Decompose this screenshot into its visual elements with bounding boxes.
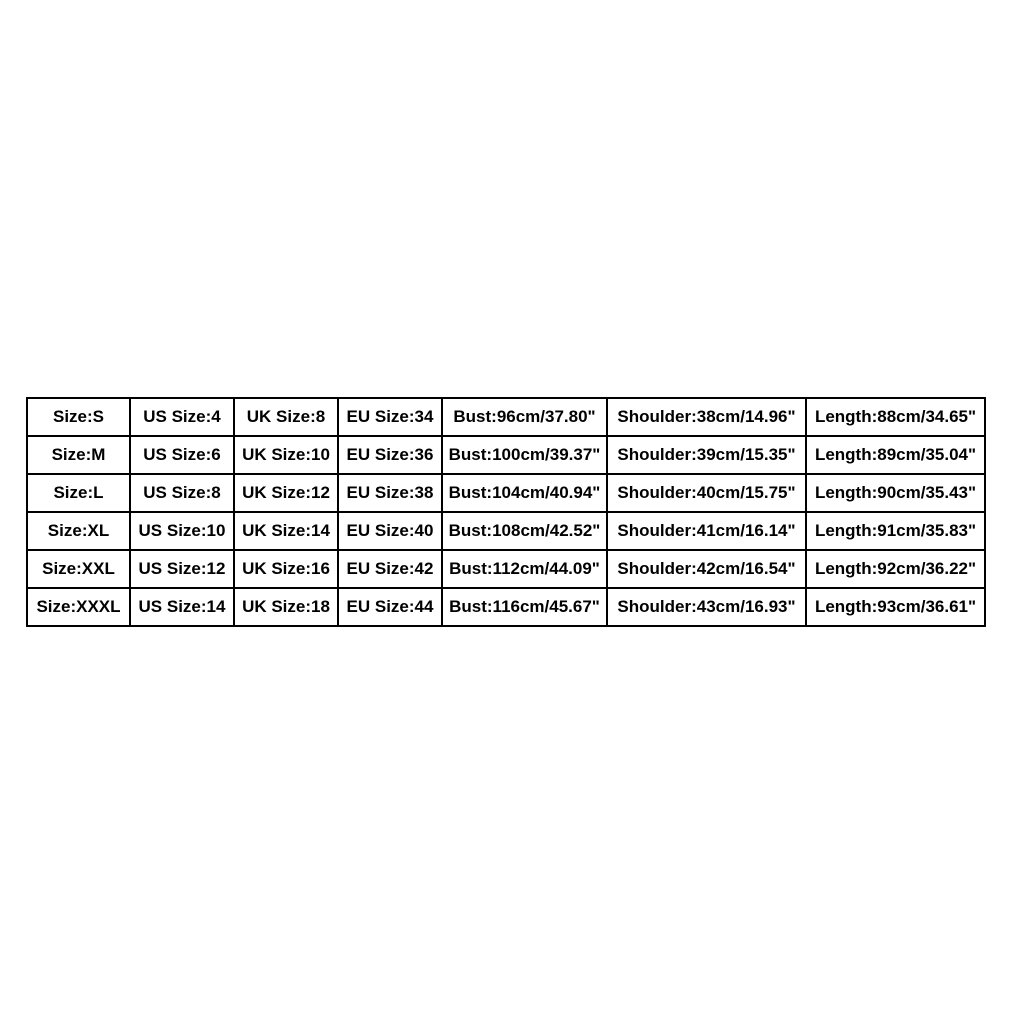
cell-length: Length:92cm/36.22" (806, 550, 985, 588)
cell-us-size: US Size:12 (130, 550, 234, 588)
cell-eu-size: EU Size:38 (338, 474, 442, 512)
table-row-size-xxxl (27, 588, 985, 626)
cell-bust: Bust:108cm/42.52" (442, 512, 607, 550)
cell-shoulder: Shoulder:38cm/14.96" (607, 398, 806, 436)
cell-size: Size:S (27, 398, 130, 436)
cell-uk-size: UK Size:8 (234, 398, 338, 436)
cell-bust: Bust:116cm/45.67" (442, 588, 607, 626)
cell-us-size: US Size:4 (130, 398, 234, 436)
cell-uk-size: UK Size:18 (234, 588, 338, 626)
cell-us-size: US Size:8 (130, 474, 234, 512)
table-row-size-s (27, 398, 985, 436)
cell-us-size: US Size:14 (130, 588, 234, 626)
cell-us-size: US Size:10 (130, 512, 234, 550)
cell-bust: Bust:104cm/40.94" (442, 474, 607, 512)
cell-size: Size:XXL (27, 550, 130, 588)
cell-eu-size: EU Size:40 (338, 512, 442, 550)
cell-size: Size:XXXL (27, 588, 130, 626)
cell-shoulder: Shoulder:40cm/15.75" (607, 474, 806, 512)
cell-uk-size: UK Size:12 (234, 474, 338, 512)
cell-bust: Bust:96cm/37.80" (442, 398, 607, 436)
cell-size: Size:L (27, 474, 130, 512)
cell-shoulder: Shoulder:42cm/16.54" (607, 550, 806, 588)
cell-length: Length:88cm/34.65" (806, 398, 985, 436)
cell-shoulder: Shoulder:43cm/16.93" (607, 588, 806, 626)
cell-eu-size: EU Size:36 (338, 436, 442, 474)
table-row-size-l (27, 474, 985, 512)
cell-us-size: US Size:6 (130, 436, 234, 474)
cell-uk-size: UK Size:16 (234, 550, 338, 588)
size-chart-table (26, 397, 986, 627)
cell-length: Length:93cm/36.61" (806, 588, 985, 626)
cell-bust: Bust:100cm/39.37" (442, 436, 607, 474)
cell-uk-size: UK Size:14 (234, 512, 338, 550)
size-chart-body (27, 398, 985, 626)
cell-length: Length:89cm/35.04" (806, 436, 985, 474)
cell-size: Size:M (27, 436, 130, 474)
cell-bust: Bust:112cm/44.09" (442, 550, 607, 588)
cell-length: Length:91cm/35.83" (806, 512, 985, 550)
cell-length: Length:90cm/35.43" (806, 474, 985, 512)
table-row-size-xxl (27, 550, 985, 588)
cell-size: Size:XL (27, 512, 130, 550)
cell-shoulder: Shoulder:41cm/16.14" (607, 512, 806, 550)
table-row-size-xl (27, 512, 985, 550)
cell-eu-size: EU Size:34 (338, 398, 442, 436)
table-row-size-m (27, 436, 985, 474)
cell-eu-size: EU Size:44 (338, 588, 442, 626)
cell-shoulder: Shoulder:39cm/15.35" (607, 436, 806, 474)
cell-eu-size: EU Size:42 (338, 550, 442, 588)
cell-uk-size: UK Size:10 (234, 436, 338, 474)
